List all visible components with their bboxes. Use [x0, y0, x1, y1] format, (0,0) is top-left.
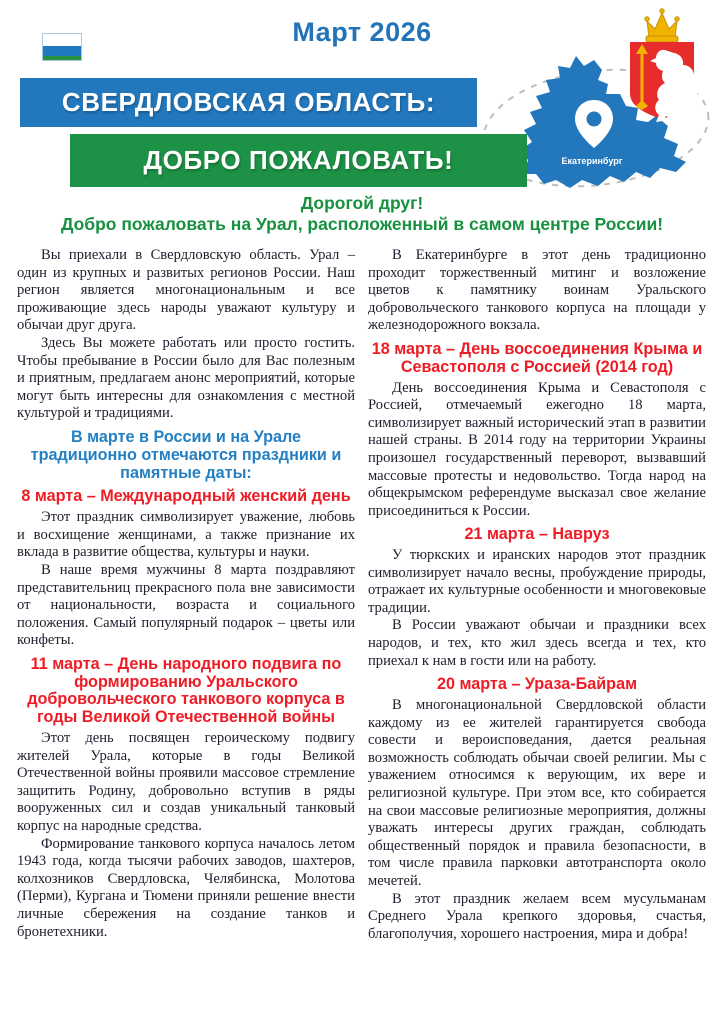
paragraph: День воссоединения Крыма и Севастополя с Россией, отмечаемый ежегодно 18 марта, символизирует важный исторический этап в развитии нашей страны. В 2014 году на территории Украины произошел государственный переворот, вызвавший массовые протесты и недовольство. Тогда народ на общекрымском референдуме высказал свое желание присоединиться к России.	[368, 379, 706, 519]
paragraph: В многонациональной Свердловской области каждому из ее жителей гарантируется свобода совести и вероисповедания, дается реальная возможность соблюдать обычаи своей религии. Мы с уважением относимся к верующим, их вере и религиозной культуре. При этом все, кто собирается на свои массовые религиозные мероприятия, должны уважать интересы других граждан, соблюдать общественный порядок и правила безопасности, в том числе правила парковки автотранспорта около мечетей.	[368, 697, 706, 889]
paragraph: У тюркских и иранских народов этот праздник символизирует начало весны, пробуждение природы, отражает их культурные особенности и многовековые традиции.	[368, 547, 706, 616]
location-pin-hole	[587, 112, 602, 127]
map-city-label: Екатеринбург	[561, 156, 623, 166]
section-heading: В марте в России и на Урале традиционно отмечаются праздники и памятные даты:	[30, 427, 342, 482]
paragraph: В этот праздник желаем всем мусульманам Среднего Урала крепкого здоровья, счастья, благополучия, хорошего настроения, мира и добра!	[368, 890, 706, 942]
section-heading: 20 марта – Ураза-Байрам	[436, 675, 638, 694]
sverdlovsk-coat-of-arms-icon	[620, 6, 704, 122]
crown	[645, 9, 679, 42]
greeting-line1: Дорогой друг!	[300, 193, 424, 213]
paragraph: Здесь Вы можете работать или просто гостить. Чтобы пребывание в России было для Вас полезным и приятным, предлагаем анонс мероприятий, которые могут быть интересны для ознакомления с местной культурой и традициями.	[17, 334, 355, 422]
paragraph: В России уважают обычаи и праздники всех народов, и тех, кто жил здесь всегда и тех, кто приехал к нам в гости или на работу.	[368, 617, 706, 669]
section-heading: 11 марта – День народного подвига по формированию Уральского добровольческого танкового корпуса в годы Великой Отечественной войны	[27, 654, 345, 727]
section-heading: 21 марта – Навруз	[464, 525, 610, 544]
region-name-banner: СВЕРДЛОВСКАЯ ОБЛАСТЬ:	[20, 78, 477, 127]
paragraph: Этот праздник символизирует уважение, любовь и восхищение женщинами, а также признание их вклада в развитие общества, культуры и науки.	[17, 509, 355, 561]
paragraph: В Екатеринбурге в этот день традиционно проходит торжественный митинг и возложение цветов к памятнику воинам Уральского добровольческого танкового корпуса на площади у железнодорожного вокзала.	[368, 247, 706, 334]
welcome-banner: ДОБРО ПОЖАЛОВАТЬ!	[70, 134, 527, 187]
paragraph: Этот день посвящен героическому подвигу жителей Урала, которые в годы Великой Отечественной войны проявили массовое стремление защитить Родину, добровольно вступив в ряды вооруженных сил и создав уникальный танковый корпус на народные средства.	[17, 730, 355, 835]
issue-title: Март 2026	[292, 17, 432, 47]
greeting-line2: Добро пожаловать на Урал, расположенный в самом центре России!	[60, 214, 664, 234]
right-text-column	[368, 247, 706, 943]
paragraph: В наше время мужчины 8 марта поздравляют представительниц прекрасного пола вне зависимости от национальности, возраста и социального положения. Самый популярный подарок – цветы или конфеты.	[17, 561, 355, 649]
section-heading: 18 марта – День воссоединения Крыма и Севастополя с Россией (2014 год)	[371, 339, 703, 376]
flag-stripe-green	[43, 56, 81, 60]
paragraph: Вы приехали в Свердловскую область. Урал – один из крупных и развитых регионов России. Наш регион является многонациональным и все проживающие здесь народы уважают культуру и обычаи друг друга.	[17, 247, 355, 334]
section-heading: 8 марта – Международный женский день	[21, 487, 351, 506]
left-text-column	[17, 247, 355, 941]
paragraph: Формирование танкового корпуса началось летом 1943 года, когда тысячи рабочих заводов, шахтеров, колхозников Свердловска, Челябинска, Молотова (Перми), Кургана и Тюмени приняли решение внести личные сбережения на создание танков и бронетехники.	[17, 835, 355, 940]
